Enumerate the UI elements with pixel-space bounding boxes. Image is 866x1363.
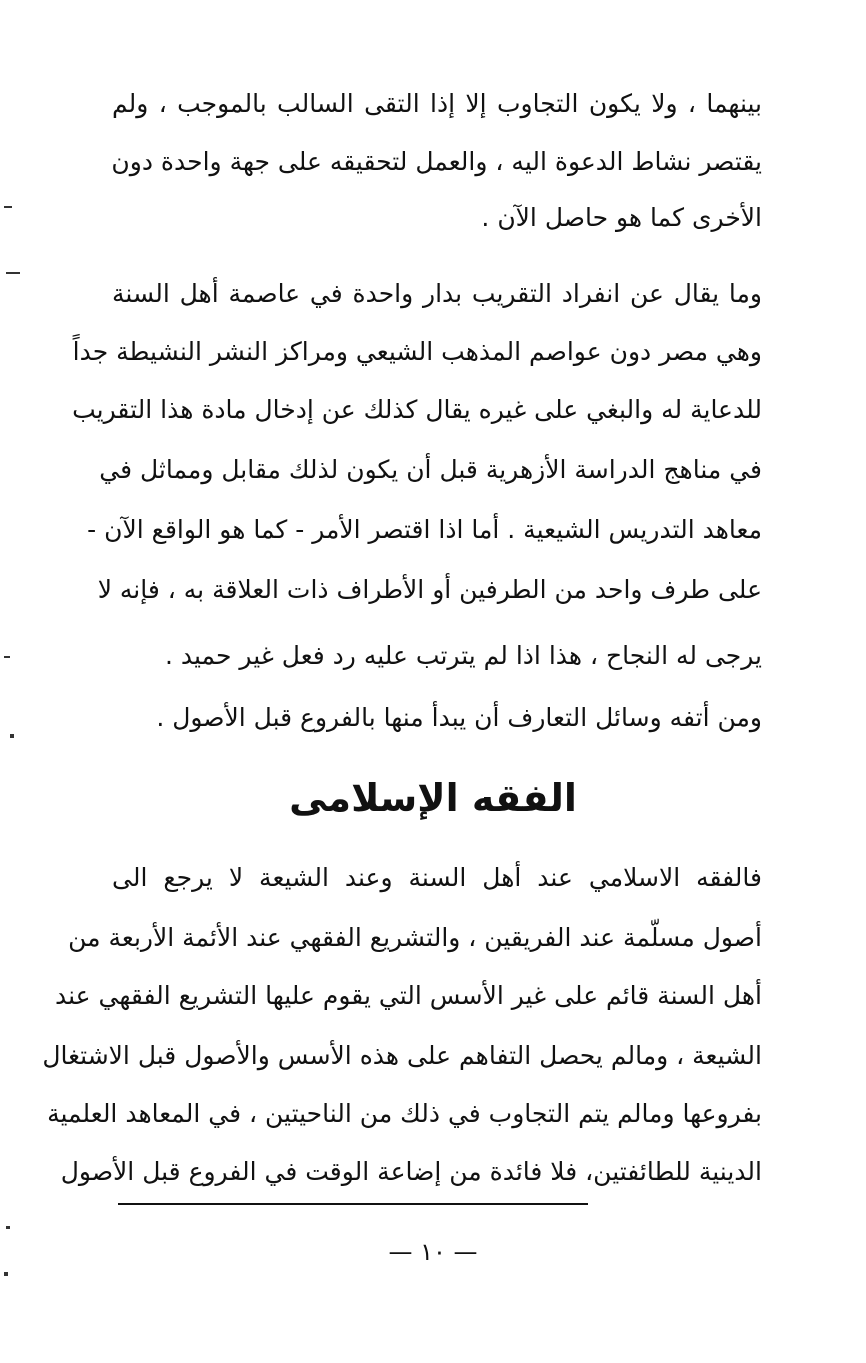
section-paragraph-line-5: بفروعها ومالم يتم التجاوب في ذلك من الناحيتين ، في المعاهد العلمية	[47, 1099, 762, 1128]
scan-speck	[10, 734, 14, 738]
paragraph-2-line-2: وهي مصر دون عواصم المذهب الشيعي ومراكز النشر النشيطة جداً	[72, 337, 762, 366]
paragraph-2-line-5: معاهد التدريس الشيعية . أما اذا اقتصر الأمر - كما هو الواقع الآن -	[87, 515, 762, 544]
paragraph-2-line-1: وما يقال عن انفراد التقريب بدار واحدة في عاصمة أهل السنة	[112, 279, 762, 308]
section-heading: الفقه الإسلامى	[289, 776, 577, 820]
scan-speck	[6, 272, 20, 274]
section-paragraph-line-2: أصول مسلّمة عند الفريقين ، والتشريع الفقهي عند الأئمة الأربعة من	[68, 923, 762, 952]
paragraph-1-line-2: يقتصر نشاط الدعوة اليه ، والعمل لتحقيقه على جهة واحدة دون	[111, 147, 762, 176]
section-paragraph-line-3: أهل السنة قائم على غير الأسس التي يقوم عليها التشريع الفقهي عند	[54, 981, 762, 1010]
paragraph-1-line-3: الأخرى كما هو حاصل الآن .	[481, 203, 762, 232]
paragraph-2-line-6: على طرف واحد من الطرفين أو الأطراف ذات العلاقة به ، فإنه لا	[97, 575, 762, 604]
section-paragraph-line-6: الدينية للطائفتين، فلا فائدة من إضاعة الوقت في الفروع قبل الأصول	[60, 1157, 762, 1186]
scan-speck	[6, 1226, 10, 1229]
section-paragraph-line-4: الشيعة ، ومالم يحصل التفاهم على هذه الأسس والأصول قبل الاشتغال	[42, 1041, 762, 1070]
footnote-rule	[118, 1203, 588, 1205]
paragraph-2-line-4: في مناهج الدراسة الأزهرية قبل أن يكون لذلك مقابل ومماثل في	[99, 455, 762, 484]
section-paragraph-line-1: فالفقه الاسلامي عند أهل السنة وعند الشيعة لا يرجع الى	[112, 863, 762, 892]
scan-speck	[4, 656, 10, 658]
paragraph-2-line-7: يرجى له النجاح ، هذا اذا لم يترتب عليه رد فعل غير حميد .	[165, 641, 762, 670]
paragraph-2-line-3: للدعاية له والبغي على غيره يقال كذلك عن إدخال مادة هذا التقريب	[72, 395, 762, 424]
paragraph-3-line-1: ومن أتفه وسائل التعارف أن يبدأ منها بالفروع قبل الأصول .	[156, 703, 762, 732]
paragraph-1-line-1: بينهما ، ولا يكون التجاوب إلا إذا التقى السالب بالموجب ، ولم	[112, 89, 762, 118]
scan-speck	[4, 1272, 8, 1276]
scan-speck	[4, 206, 12, 208]
page-number: — ١٠ —	[388, 1238, 478, 1266]
